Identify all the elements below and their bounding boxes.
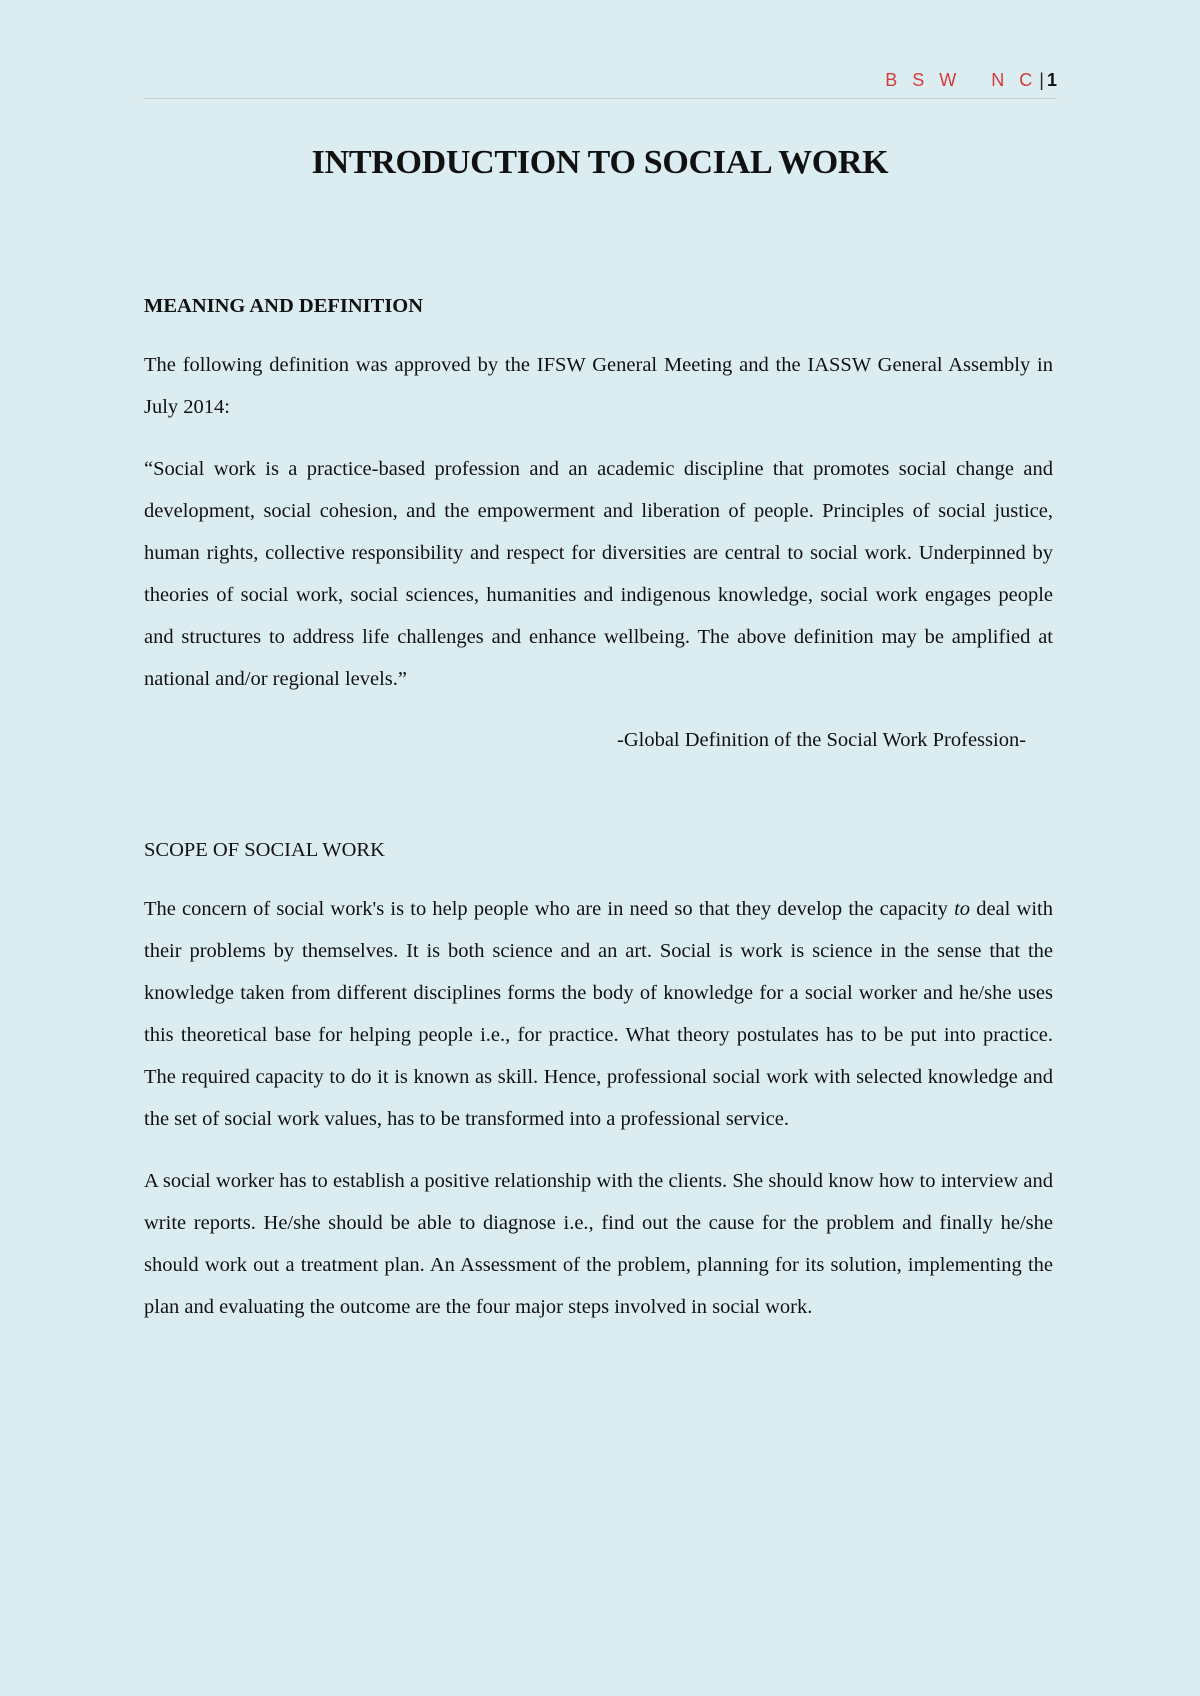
header-course-code: B S W N C (885, 70, 1038, 90)
page-header (143, 68, 1057, 99)
scope-paragraph-2: A social worker has to establish a positive relationship with the clients. She should know how to interview and write reports. He/she should be able to diagnose i.e., find out the cause for the problem and finally he/she should work out a treatment plan. An Assessment of the problem, planning for its solution, implementing the plan and evaluating the outcome are the four major steps involved in social work. (144, 1170, 1053, 1318)
quote-attribution: -Global Definition of the Social Work Profession- (617, 729, 1027, 751)
page-number: 1 (1046, 70, 1057, 90)
document-body (144, 288, 1053, 1348)
scope-paragraph-1-part-a: The concern of social work's is to help people who are in need so that they develop the capacity (144, 898, 955, 920)
header-separator: | (1039, 70, 1044, 90)
definition-intro-paragraph: The following definition was approved by the IFSW General Meeting and the IASSW General Assembly in July 2014: (144, 354, 1053, 418)
scope-paragraph-1 (144, 888, 1053, 1140)
scope-paragraph-1-italic: to (954, 898, 971, 920)
scope-paragraph-1-part-b: deal with their problems by themselves. It is both science and an art. Social is work is science in the sense that the knowledge taken from different disciplines forms the body of knowledge for a social worker and he/she uses this theoretical base for helping people i.e., for practice. What theory postulates has to be put into practice. The required capacity to do it is known as skill. Hence, professional social work with selected knowledge and the set of social work values, has to be transformed into a professional service. (144, 898, 1053, 1130)
definition-quote-paragraph: “Social work is a practice-based profession and an academic discipline that promotes social change and development, social cohesion, and the empowerment and liberation of people. Principles of social justice, human rights, collective responsibility and respect for diversities are central to social work. Underpinned by theories of social work, social sciences, humanities and indigenous knowledge, social work engages people and structures to address life challenges and enhance wellbeing. The above definition may be amplified at national and/or regional levels.” (144, 458, 1053, 690)
section-heading-scope: SCOPE OF SOCIAL WORK (144, 839, 385, 861)
document-title: INTRODUCTION TO SOCIAL WORK (311, 144, 889, 181)
section-heading-meaning: MEANING AND DEFINITION (144, 295, 424, 317)
